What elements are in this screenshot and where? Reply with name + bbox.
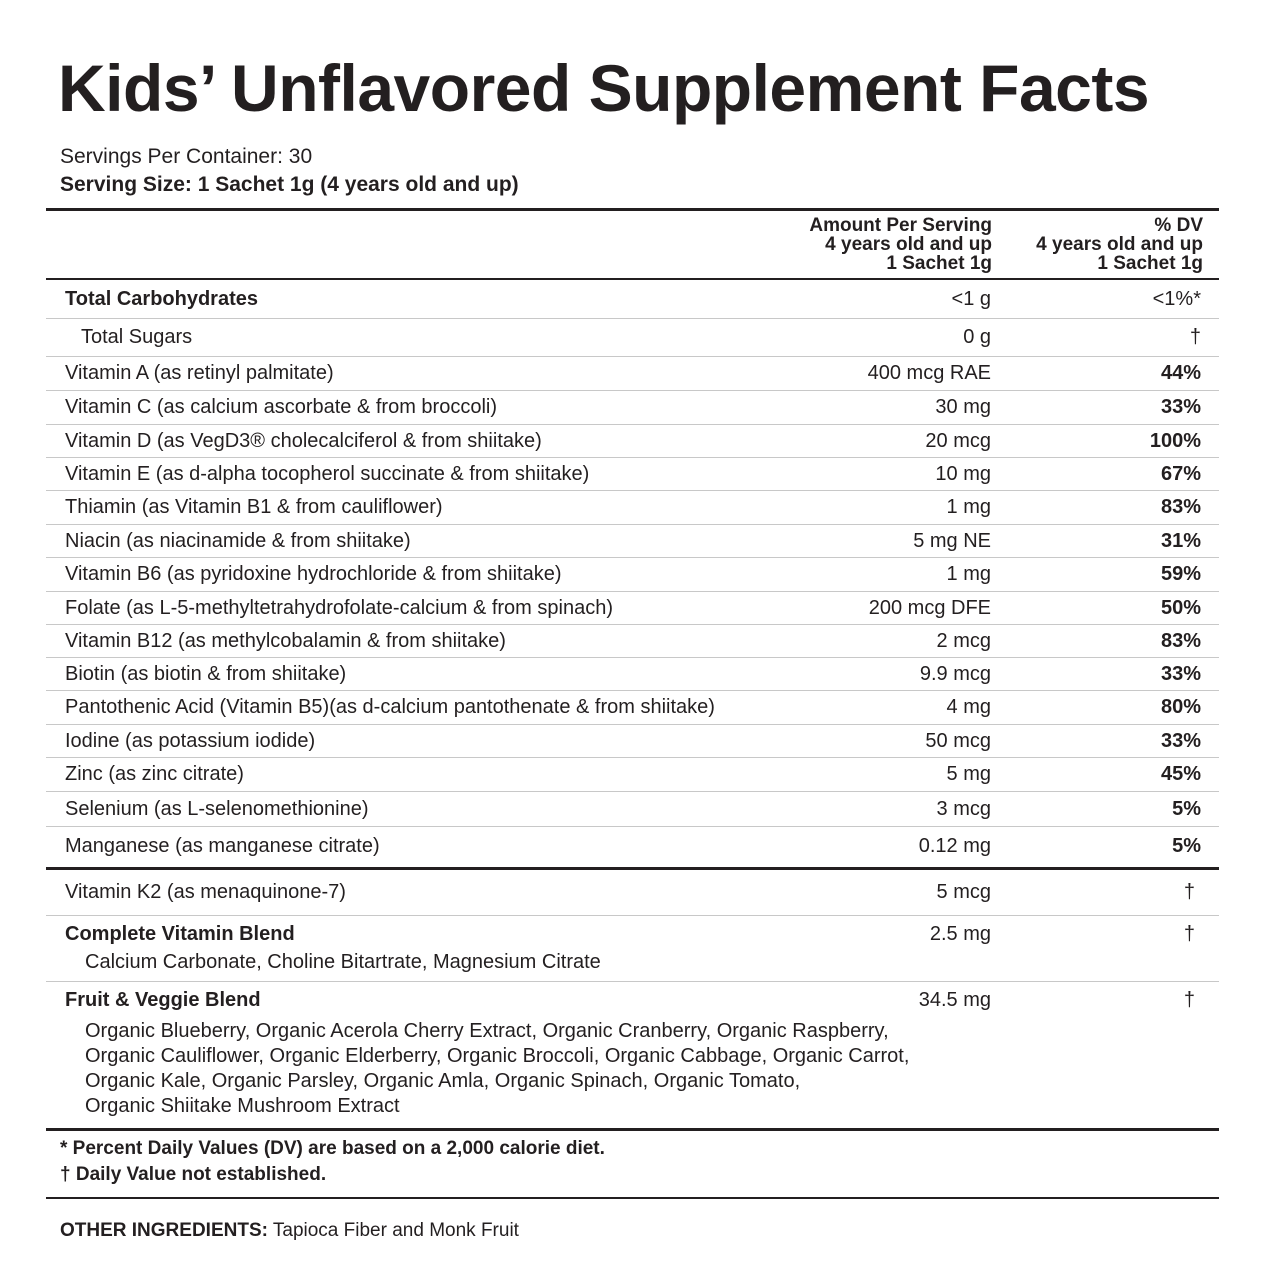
nutrient-row (46, 758, 1219, 792)
nutrient-dv: † (1189, 326, 1201, 348)
footnote-dv-basis: * Percent Daily Values (DV) are based on a 2,000 calorie diet. (60, 1138, 605, 1159)
blend-name: Complete Vitamin Blend (65, 923, 295, 945)
nutrient-name: Vitamin K2 (as menaquinone-7) (65, 881, 346, 903)
nutrient-dv: 59% (1160, 563, 1201, 585)
nutrient-row (46, 870, 1219, 916)
nutrient-dv: 5% (1172, 835, 1201, 857)
nutrient-amount: 2 mcg (936, 630, 991, 652)
blend-ingredients-line: Organic Blueberry, Organic Acerola Cherry Extract, Organic Cranberry, Organic Raspberry, (85, 1020, 889, 1042)
nutrient-amount: 1 mg (946, 496, 991, 518)
nutrient-dv: † (1183, 881, 1195, 903)
blend-row (46, 982, 1219, 1127)
nutrient-name: Folate (as L-5-methyltetrahydrofolate-calcium & from spinach) (65, 597, 613, 619)
nutrient-amount: 1 mg (946, 563, 991, 585)
nutrient-dv: 80% (1160, 696, 1201, 718)
top-thick-rule (46, 208, 1219, 211)
blend-ingredients-line: Calcium Carbonate, Choline Bitartrate, Magnesium Citrate (85, 951, 601, 973)
nutrient-dv: 33% (1160, 730, 1201, 752)
nutrient-amount: 9.9 mcg (919, 663, 991, 685)
nutrient-dv: 83% (1160, 630, 1201, 652)
nutrient-name: Thiamin (as Vitamin B1 & from cauliflower) (65, 496, 443, 518)
nutrient-row (46, 725, 1219, 758)
nutrient-name: Manganese (as manganese citrate) (65, 835, 380, 857)
blend-amount: 2.5 mg (929, 923, 991, 945)
other-ingredients-label: OTHER INGREDIENTS: (60, 1220, 268, 1241)
nutrient-row (46, 658, 1219, 691)
nutrient-amount: 5 mg NE (913, 530, 991, 552)
nutrient-amount: 10 mg (935, 463, 991, 485)
blend-ingredients-line: Organic Cauliflower, Organic Elderberry, Organic Broccoli, Organic Cabbage, Organic Carrot, (85, 1045, 910, 1067)
page-title: Kids’ Unflavored Supplement Facts (58, 51, 1150, 125)
nutrient-amount: 20 mcg (925, 430, 991, 452)
nutrient-name: Biotin (as biotin & from shiitake) (65, 663, 347, 685)
nutrient-name: Iodine (as potassium iodide) (65, 730, 316, 752)
nutrient-amount: 400 mcg RAE (867, 362, 991, 384)
nutrient-dv: 33% (1160, 663, 1201, 685)
nutrient-name: Niacin (as niacinamide & from shiitake) (65, 530, 411, 552)
nutrient-amount: 30 mg (935, 396, 991, 418)
nutrient-name: Total Carbohydrates (65, 288, 258, 310)
nutrient-row (46, 280, 1219, 319)
dv-header-line: 4 years old and up (1036, 234, 1203, 255)
nutrient-amount: 0 g (963, 326, 991, 348)
nutrient-dv: 31% (1160, 530, 1201, 552)
footnote-thick-rule (46, 1128, 1219, 1131)
bottom-rule (46, 1197, 1219, 1199)
dv-header-line: % DV (1154, 215, 1203, 236)
blend-dv: † (1183, 923, 1195, 945)
nutrient-amount: 5 mg (946, 763, 991, 785)
footnote-dv-not-established: † Daily Value not established. (60, 1164, 327, 1185)
nutrient-name: Vitamin D (as VegD3® cholecalciferol & from shiitake) (65, 430, 542, 452)
nutrient-name: Vitamin C (as calcium ascorbate & from broccoli) (65, 396, 497, 418)
nutrient-dv: 5% (1172, 798, 1201, 820)
blend-name: Fruit & Veggie Blend (65, 989, 261, 1011)
other-ingredients (60, 1218, 519, 1244)
nutrient-name: Pantothenic Acid (Vitamin B5)(as d-calcium pantothenate & from shiitake) (65, 696, 715, 718)
nutrient-amount: 3 mcg (936, 798, 991, 820)
nutrient-row (46, 691, 1219, 725)
nutrient-amount: 4 mg (946, 696, 991, 718)
nutrient-dv: 45% (1160, 763, 1201, 785)
nutrient-row (46, 525, 1219, 558)
nutrient-amount: 50 mcg (925, 730, 991, 752)
nutrient-row (46, 491, 1219, 525)
nutrient-row (46, 558, 1219, 592)
blend-ingredients-line: Organic Shiitake Mushroom Extract (85, 1095, 400, 1117)
nutrient-row (46, 625, 1219, 658)
nutrient-row (46, 357, 1219, 391)
nutrient-row (46, 391, 1219, 425)
nutrient-name: Vitamin E (as d-alpha tocopherol succinate & from shiitake) (65, 463, 590, 485)
blend-amount: 34.5 mg (918, 989, 991, 1011)
nutrient-row (46, 827, 1219, 865)
nutrient-name: Vitamin B12 (as methylcobalamin & from shiitake) (65, 630, 506, 652)
nutrient-row (46, 792, 1219, 827)
blend-dv: † (1183, 989, 1195, 1011)
nutrient-dv: 50% (1160, 597, 1201, 619)
nutrient-dv: <1%* (1152, 288, 1201, 310)
nutrient-row (46, 319, 1219, 357)
nutrient-amount: 200 mcg DFE (868, 597, 991, 619)
serving-size: Serving Size: 1 Sachet 1g (4 years old and up) (60, 173, 519, 196)
nutrient-dv: 44% (1160, 362, 1201, 384)
blend-ingredients-line: Organic Kale, Organic Parsley, Organic Amla, Organic Spinach, Organic Tomato, (85, 1070, 801, 1092)
nutrient-name: Total Sugars (81, 326, 193, 348)
amount-header-line: Amount Per Serving (809, 215, 992, 236)
nutrient-amount: <1 g (951, 288, 991, 310)
other-ingredients-text: Tapioca Fiber and Monk Fruit (267, 1220, 519, 1241)
nutrient-row (46, 425, 1219, 458)
nutrient-name: Vitamin B6 (as pyridoxine hydrochloride & from shiitake) (65, 563, 562, 585)
nutrient-dv: 83% (1160, 496, 1201, 518)
nutrient-name: Zinc (as zinc citrate) (65, 763, 244, 785)
dv-header-line: 1 Sachet 1g (1097, 253, 1203, 274)
servings-per-container: Servings Per Container: 30 (60, 145, 313, 168)
nutrient-name: Vitamin A (as retinyl palmitate) (65, 362, 334, 384)
nutrient-name: Selenium (as L-selenomethionine) (65, 798, 369, 820)
nutrient-amount: 0.12 mg (918, 835, 991, 857)
amount-header-line: 4 years old and up (825, 234, 992, 255)
nutrient-dv: 33% (1160, 396, 1201, 418)
nutrient-amount: 5 mcg (936, 881, 991, 903)
dv-column-header (1036, 216, 1203, 273)
amount-column-header (809, 216, 992, 273)
amount-header-line: 1 Sachet 1g (886, 253, 992, 274)
nutrient-dv: 100% (1149, 430, 1201, 452)
blend-row (46, 916, 1219, 982)
nutrient-dv: 67% (1160, 463, 1201, 485)
nutrient-row (46, 592, 1219, 625)
nutrient-row (46, 458, 1219, 491)
